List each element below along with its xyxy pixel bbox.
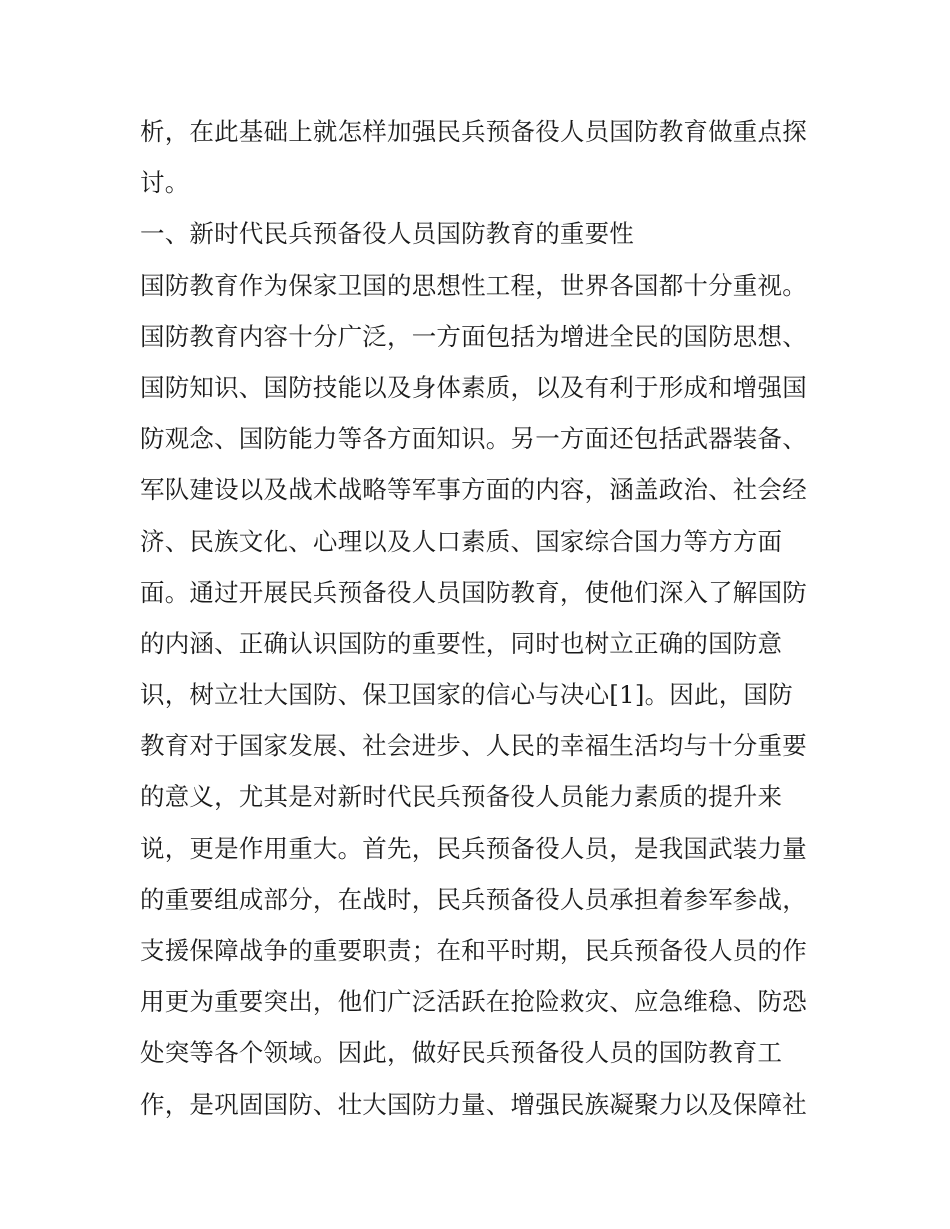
text-line: 支援保障战争的重要职责；在和平时期，民兵预备役人员的作 <box>140 936 807 965</box>
text-line: 说，更是作用重大。首先，民兵预备役人员，是我国武装力量 <box>140 833 807 863</box>
text-line: 用更为重要突出，他们广泛活跃在抢险救灾、应急维稳、防恐 <box>140 987 807 1017</box>
text-line: 教育对于国家发展、社会进步、人民的幸福生活均与十分重要 <box>140 731 807 761</box>
text-line: 识，树立壮大国防、保卫国家的信心与决心[1]。因此，国防 <box>140 680 793 710</box>
document-body <box>140 106 820 1130</box>
text-line: 国防教育作为保家卫国的思想性工程，世界各国都十分重视。 <box>140 270 807 300</box>
text-line: 的重要组成部分，在战时，民兵预备役人员承担着参军参战， <box>140 884 807 914</box>
text-line: 作，是巩固国防、壮大国防力量、增强民族凝聚力以及保障社 <box>140 1089 807 1119</box>
text-line: 析，在此基础上就怎样加强民兵预备役人员国防教育做重点探 <box>140 117 807 146</box>
text-line: 国防知识、国防技能以及身体素质，以及有利于形成和增强国 <box>140 372 807 402</box>
text-line: 处突等各个领域。因此，做好民兵预备役人员的国防教育工 <box>140 1038 783 1068</box>
text-line: 的意义，尤其是对新时代民兵预备役人员能力素质的提升来 <box>140 782 783 812</box>
text-line: 的内涵、正确认识国防的重要性，同时也树立正确的国防意 <box>140 628 783 658</box>
text-line: 面。通过开展民兵预备役人员国防教育，使他们深入了解国防 <box>140 577 807 607</box>
section-heading: 一、新时代民兵预备役人员国防教育的重要性 <box>140 219 634 249</box>
text-line: 讨。 <box>140 168 190 198</box>
text-line: 国防教育内容十分广泛，一方面包括为增进全民的国防思想、 <box>140 321 807 351</box>
text-line: 济、民族文化、心理以及人口素质、国家综合国力等方方面 <box>140 526 783 556</box>
text-line: 军队建设以及战术战略等军事方面的内容，涵盖政治、社会经 <box>140 475 807 505</box>
text-line: 防观念、国防能力等各方面知识。另一方面还包括武器装备、 <box>140 424 807 454</box>
